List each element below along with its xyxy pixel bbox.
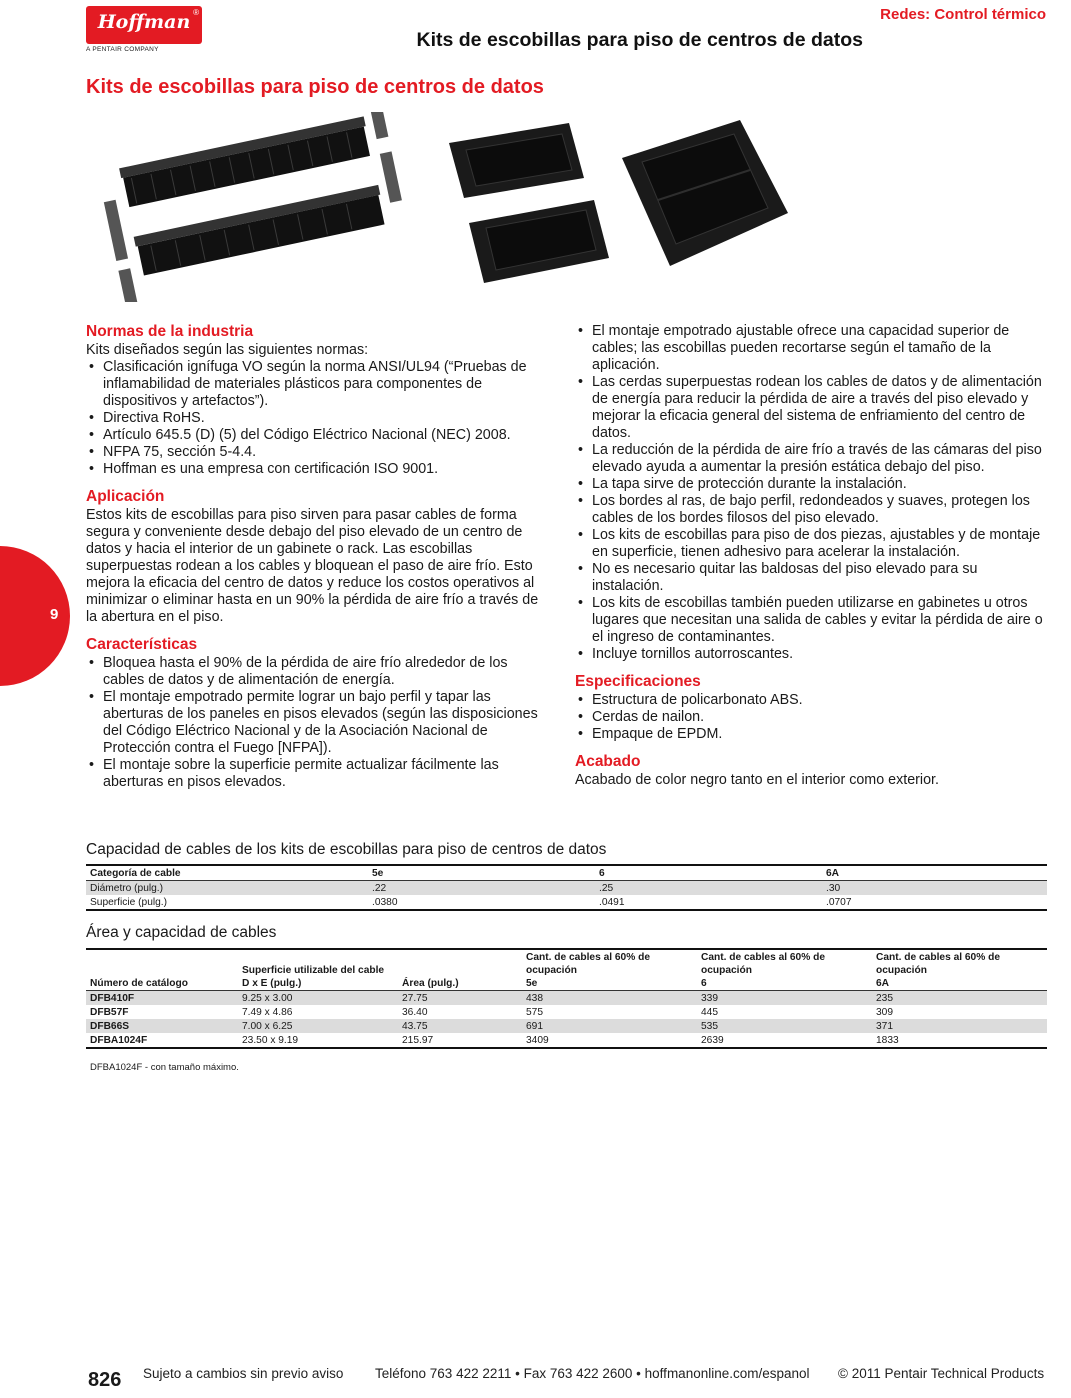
table-footnote: DFBA1024F - con tamaño máximo.: [90, 1062, 239, 1073]
table-cell: 691: [526, 1021, 543, 1032]
footer-contact: Teléfono 763 422 2211 • Fax 763 422 2600 • hoffmanonline.com/espanol: [375, 1366, 810, 1381]
table-cell: .0380: [372, 897, 398, 908]
table-cell: .22: [372, 883, 387, 894]
table-cell: 438: [526, 993, 543, 1004]
aplicacion-heading: Aplicación: [86, 488, 165, 505]
table-header-cell: Cant. de cables al 60% de ocupación 6: [701, 952, 826, 989]
list-item: • Hoffman es una empresa con certificación ISO 9001.: [86, 461, 548, 478]
list-item: • El montaje empotrado ajustable ofrece una capacidad superior de cables; las escobillas pueden recortarse según el tamaño de la aplicación.: [575, 323, 1050, 374]
right-column: [575, 323, 1050, 789]
chapter-tab: [0, 546, 70, 686]
footer-notice: Sujeto a cambios sin previo aviso: [143, 1366, 344, 1381]
list-item: • Los kits de escobillas también pueden utilizarse en gabinetes u otros lugares que necesitan una salida de cables y evitar la pérdida de aire o el ingreso de contaminantes.: [575, 595, 1050, 646]
table-cell: 1833: [876, 1035, 899, 1046]
list-item: • Las cerdas superpuestas rodean los cables de datos y de alimentación de energía para reducir la pérdida de aire a través del piso elevado y mejorar la eficacia general del sistema de enfriamiento del centro de datos.: [575, 374, 1050, 442]
table-cell: 371: [876, 1021, 893, 1032]
footer-copyright: © 2011 Pentair Technical Products: [838, 1366, 1045, 1381]
table-cell: 3409: [526, 1035, 549, 1046]
table-cell: Diámetro (pulg.): [90, 883, 164, 894]
logo-registered-mark: ®: [193, 8, 199, 17]
table-cell: 36.40: [402, 1007, 428, 1018]
table-row: [86, 895, 1047, 910]
list-item: • Artículo 645.5 (D) (5) del Código Eléctrico Nacional (NEC) 2008.: [86, 427, 548, 444]
table-cell: .0707: [826, 897, 852, 908]
table-row: [86, 1005, 1047, 1019]
table-cell: 215.97: [402, 1035, 434, 1046]
caracteristicas-heading: Características: [86, 636, 198, 653]
acabado-text: Acabado de color negro tanto en el interior como exterior.: [575, 772, 939, 788]
table-cell: Superficie (pulg.): [90, 897, 168, 908]
table-header-cell: Superficie utilizable del cable D x E (pulg.): [242, 965, 385, 989]
table-cell: 27.75: [402, 993, 428, 1004]
table-cell: .25: [599, 883, 614, 894]
list-item: • No es necesario quitar las baldosas del piso elevado para su instalación.: [575, 561, 1050, 595]
table-header-cell: 6A: [826, 868, 840, 879]
cable-capacity-table: [86, 864, 1047, 911]
list-item: • Estructura de policarbonato ABS.: [575, 692, 1050, 709]
list-item: • El montaje empotrado permite lograr un bajo perfil y tapar las aberturas de los paneles en pisos elevados (según las disposiciones del Código Eléctrico Nacional y de la Asociación Nacional de Protección contra el Fuego [NFPA]).: [86, 689, 548, 757]
table-cell: DFB410F: [90, 993, 135, 1004]
photo-square-kit: [620, 118, 792, 268]
table-cell: DFB57F: [90, 1007, 129, 1018]
table-header-cell: Cant. de cables al 60% de ocupación 5e: [526, 952, 651, 989]
caracteristicas-list: [86, 655, 548, 791]
especificaciones-heading: Especificaciones: [575, 673, 701, 690]
table-cell: 309: [876, 1007, 893, 1018]
list-item: • Cerdas de nailon.: [575, 709, 1050, 726]
list-item: • La tapa sirve de protección durante la instalación.: [575, 476, 1050, 493]
list-item: • NFPA 75, sección 5-4.4.: [86, 444, 548, 461]
table-cell: 7.00 x 6.25: [242, 1021, 293, 1032]
list-item: • Empaque de EPDM.: [575, 726, 1050, 743]
list-item: • Clasificación ignífuga VO según la norma ANSI/UL94 (“Pruebas de inflamabilidad de materiales plásticos para componentes de dispositivos y artefactos”).: [86, 359, 548, 410]
table-header-row: [86, 949, 1047, 991]
caracteristicas-list-continued: [575, 323, 1050, 663]
table-cell: 43.75: [402, 1021, 428, 1032]
table-header-cell: Área (pulg.): [402, 978, 459, 989]
acabado-heading: Acabado: [575, 753, 641, 770]
table-row: [86, 1033, 1047, 1048]
table-cell: 535: [701, 1021, 718, 1032]
table-cell: .0491: [599, 897, 625, 908]
photo-two-piece-kit: [444, 118, 614, 288]
list-item: • El montaje sobre la superficie permite actualizar fácilmente las aberturas en pisos elevados.: [86, 757, 548, 791]
list-item: • Los kits de escobillas para piso de dos piezas, ajustables y de montaje en superficie, tienen adhesivo para acelerar la instalación.: [575, 527, 1050, 561]
especificaciones-list: [575, 692, 1050, 743]
table1-caption: Capacidad de cables de los kits de escobillas para piso de centros de datos: [86, 841, 607, 858]
table-cell: 23.50 x 9.19: [242, 1035, 299, 1046]
section-header: Redes: Control térmico: [880, 6, 1046, 23]
table2-caption: Área y capacidad de cables: [86, 924, 277, 941]
table-cell: 235: [876, 993, 893, 1004]
photo-brush-strip-kit: [100, 112, 415, 302]
table-cell: 575: [526, 1007, 543, 1018]
table-row: [86, 1019, 1047, 1033]
table-row: [86, 881, 1047, 896]
table-header-cell: Categoría de cable: [90, 868, 181, 879]
table-header-cell: 6: [599, 868, 605, 879]
logo-tagline: A PENTAIR COMPANY: [86, 46, 159, 53]
table-cell: .30: [826, 883, 841, 894]
hoffman-logo: [86, 6, 202, 44]
left-column: [86, 323, 548, 791]
normas-intro: Kits diseñados según las siguientes normas:: [86, 342, 369, 358]
table-header-cell: 5e: [372, 868, 384, 879]
area-capacity-table: [86, 948, 1047, 1049]
list-item: • Bloquea hasta el 90% de la pérdida de aire frío alrededor de los cables de datos y de alimentación de energía.: [86, 655, 548, 689]
normas-heading: Normas de la industria: [86, 323, 254, 340]
table-cell: 339: [701, 993, 718, 1004]
aplicacion-text: Estos kits de escobillas para piso sirven para pasar cables de forma segura y conveniente desde debajo del piso elevado de un centro de datos y hacia el interior de un gabinete o rack. Las escobillas superpuestas rodean a los cables y bloquean el paso de aire frío. Esto mejora la eficacia del centro de datos y reduce los costos operativos al minimizar o eliminar hasta en un 90% la pérdida de aire frío a través de la abertura en el piso.: [86, 507, 539, 625]
chapter-number: 9: [50, 606, 59, 623]
list-item: • Incluye tornillos autorroscantes.: [575, 646, 1050, 663]
page-number: 826: [88, 1369, 122, 1391]
table-header-cell: Cant. de cables al 60% de ocupación 6A: [876, 952, 1001, 989]
header-title: Kits de escobillas para piso de centros de datos: [416, 29, 863, 51]
table-cell: 2639: [701, 1035, 724, 1046]
table-header-row: [86, 865, 1047, 881]
table-row: [86, 991, 1047, 1006]
list-item: • Directiva RoHS.: [86, 410, 548, 427]
list-item: • La reducción de la pérdida de aire frío a través de las cámaras del piso elevado ayuda a aumentar la presión estática debajo del piso.: [575, 442, 1050, 476]
table-cell: DFB66S: [90, 1021, 130, 1032]
list-item: • Los bordes al ras, de bajo perfil, redondeados y suaves, protegen los cables de los bordes filosos del piso elevado.: [575, 493, 1050, 527]
table-cell: DFBA1024F: [90, 1035, 148, 1046]
table-cell: 445: [701, 1007, 718, 1018]
logo-text: Hoffman: [97, 11, 191, 33]
table-cell: 9.25 x 3.00: [242, 993, 293, 1004]
normas-list: [86, 359, 548, 478]
page-title: Kits de escobillas para piso de centros de datos: [86, 76, 544, 98]
table-cell: 7.49 x 4.86: [242, 1007, 293, 1018]
table-header-cell: Número de catálogo: [90, 978, 188, 989]
